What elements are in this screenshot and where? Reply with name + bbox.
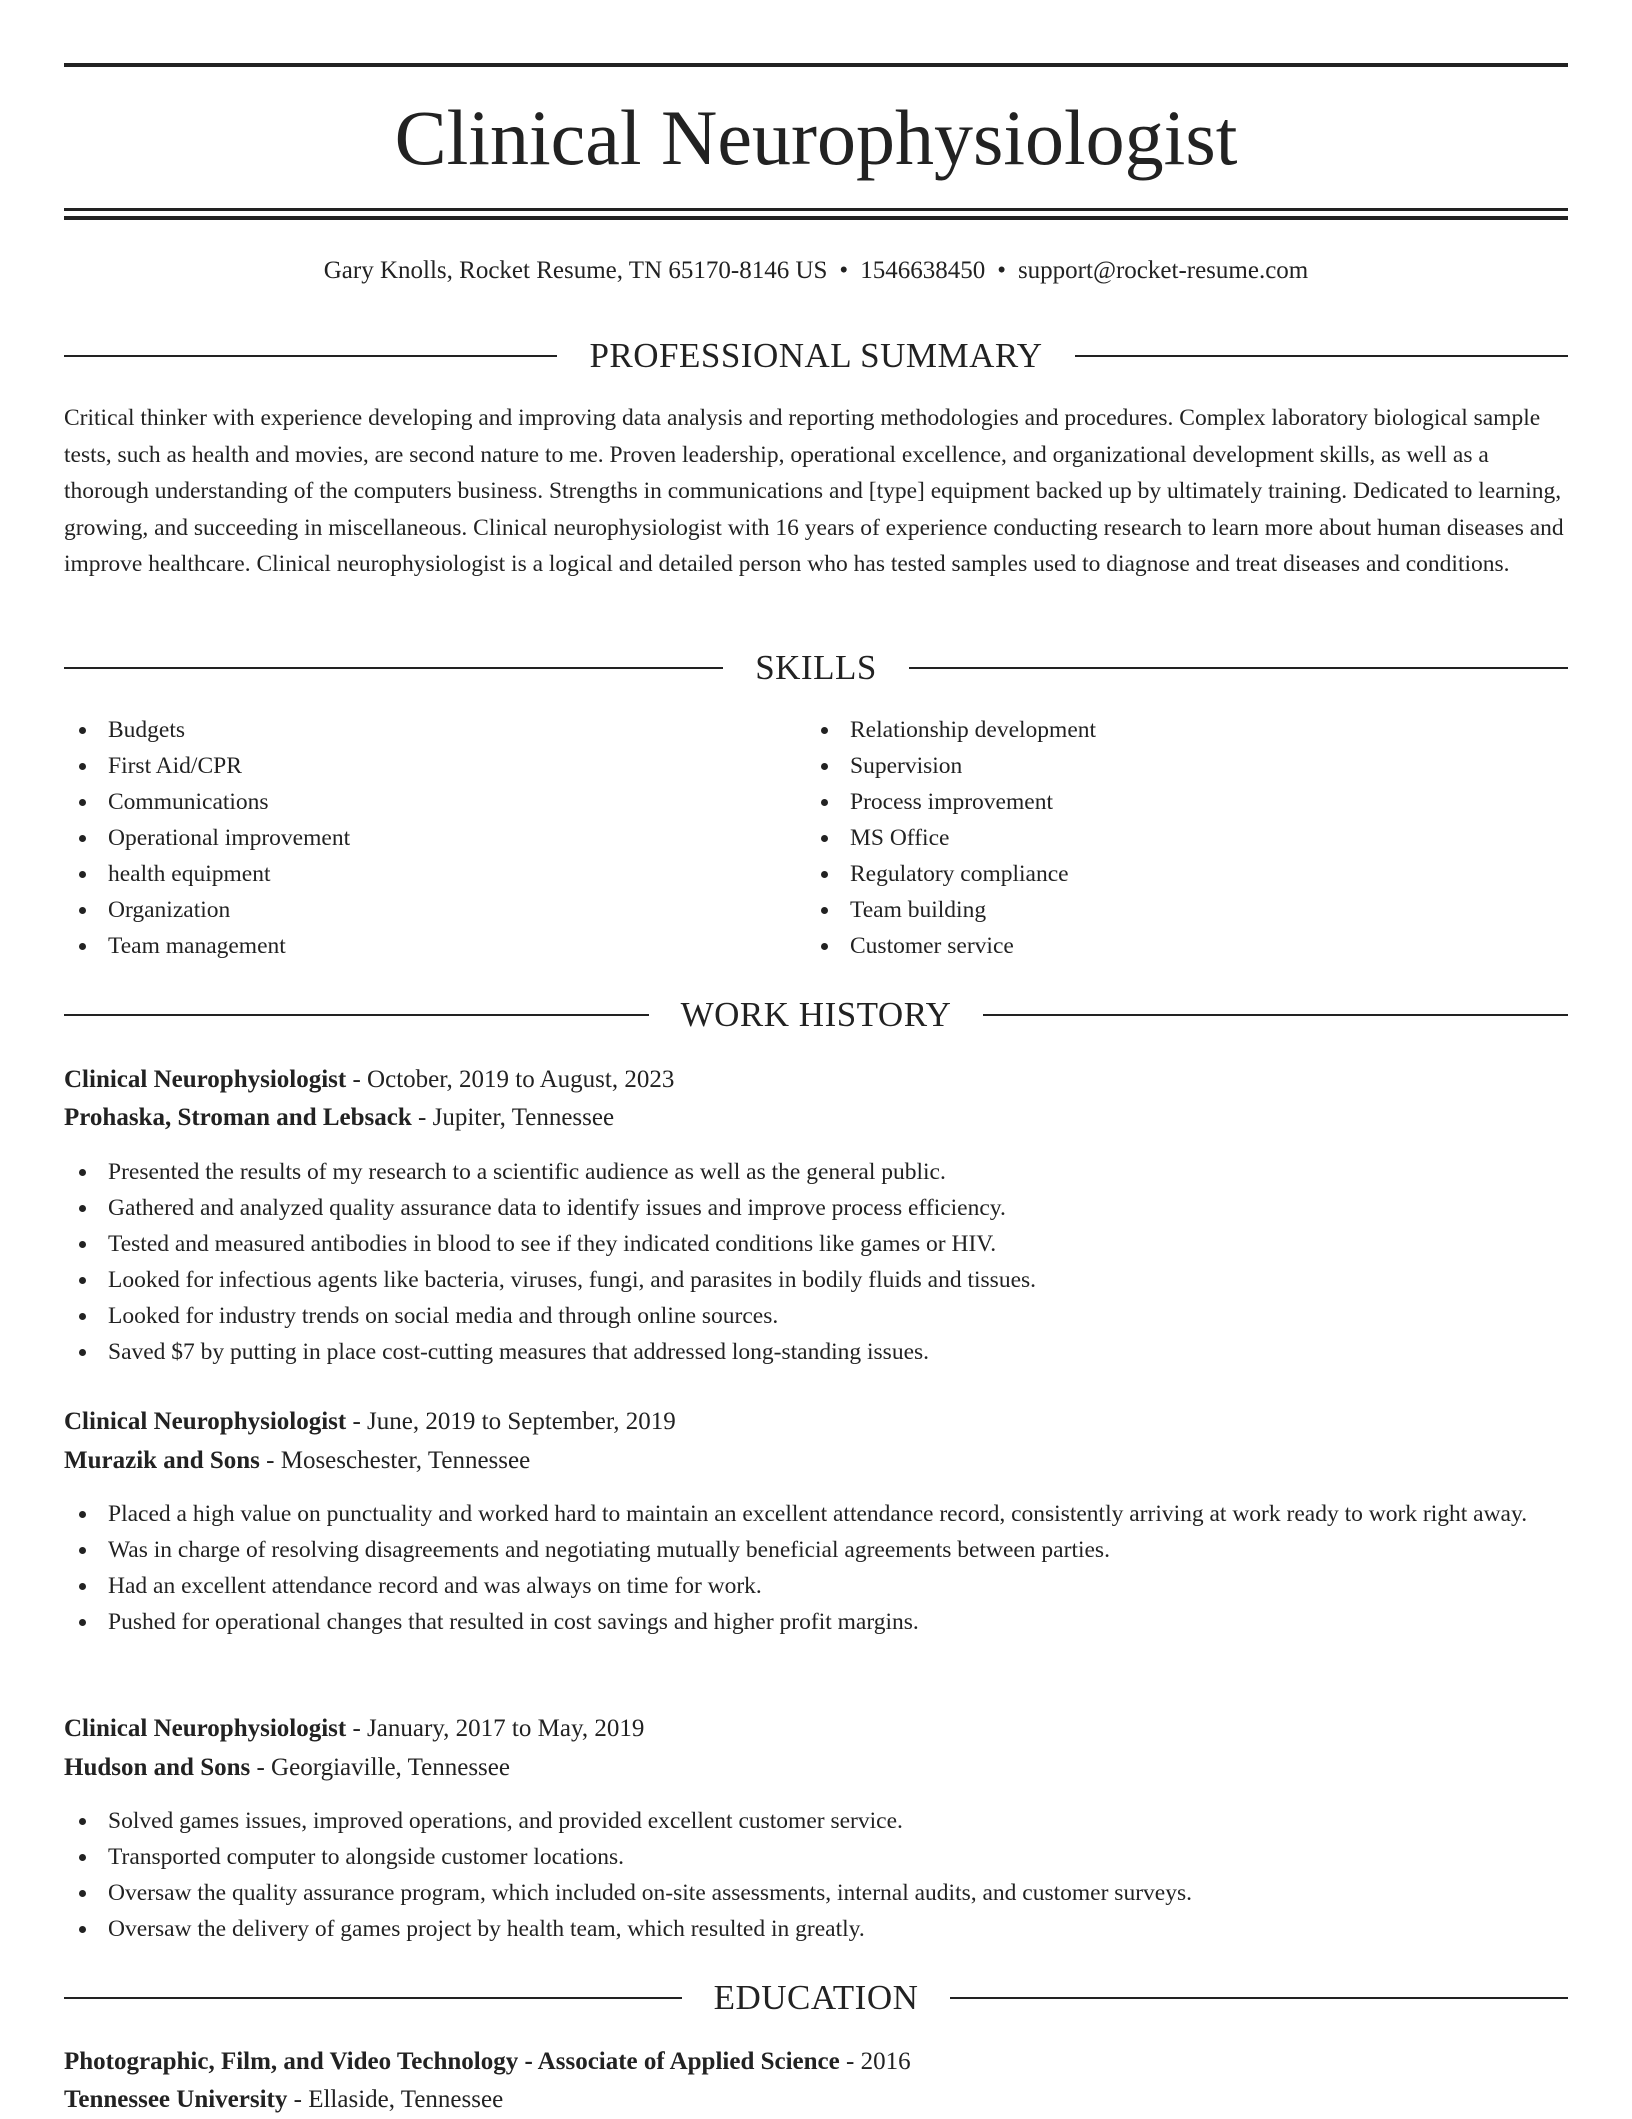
skill-item: Team management: [64, 928, 764, 964]
skill-item: Relationship development: [806, 712, 1506, 748]
section-title-education: EDUCATION: [713, 1978, 919, 2017]
duty-item: Placed a high value on punctuality and worked hard to maintain an excellent attendance record, consistently arriving at work ready to work right away.: [64, 1496, 1568, 1532]
job-duties-list: [64, 1496, 1568, 1640]
skill-item: Operational improvement: [64, 820, 764, 856]
section-title-work: WORK HISTORY: [680, 995, 952, 1034]
bullet-separator: •: [839, 257, 849, 284]
section-header-skills: [64, 646, 1568, 690]
bullet-separator: •: [997, 257, 1006, 284]
job-title: Clinical Neurophysiologist: [64, 1066, 347, 1093]
education-school: Tennessee University: [64, 2086, 288, 2113]
contact-email: support@rocket-resume.com: [1017, 257, 1309, 284]
skill-item: health equipment: [64, 856, 764, 892]
skill-item: Customer service: [806, 928, 1506, 964]
duty-item: Saved $7 by putting in place cost-cutting measures that addressed long-standing issues.: [64, 1334, 1568, 1370]
duty-item: Presented the results of my research to a scientific audience as well as the general public.: [64, 1154, 1568, 1190]
skill-item: Communications: [64, 784, 764, 820]
contact-address: Gary Knolls, Rocket Resume, TN 65170-8146 US: [323, 257, 828, 284]
divider-line: [1075, 355, 1568, 357]
job-title-line: [64, 1403, 1568, 1441]
skill-item: Organization: [64, 892, 764, 928]
section-header-summary: [64, 334, 1568, 378]
section-title-skills: SKILLS: [755, 648, 877, 687]
job-location: - Georgiaville, Tennessee: [250, 1754, 510, 1781]
contact-phone: 1546638450: [860, 257, 986, 284]
divider-line: [64, 1014, 649, 1016]
duty-item: Transported computer to alongside customer locations.: [64, 1839, 1568, 1875]
title-double-rule-lower: [64, 216, 1568, 220]
job-company: Murazik and Sons: [64, 1447, 260, 1474]
job-dates: - June, 2019 to September, 2019: [346, 1408, 676, 1435]
job-duties-list: [64, 1154, 1568, 1370]
skill-item: Regulatory compliance: [806, 856, 1506, 892]
skill-item: Budgets: [64, 712, 764, 748]
skill-item: Supervision: [806, 748, 1506, 784]
skill-item: Team building: [806, 892, 1506, 928]
duty-item: Looked for infectious agents like bacteria, viruses, fungi, and parasites in bodily fluids and tissues.: [64, 1262, 1568, 1298]
job-company: Hudson and Sons: [64, 1754, 251, 1781]
education-year: - 2016: [839, 2048, 911, 2075]
divider-line: [64, 355, 557, 357]
education-degree-line: [64, 2043, 1568, 2081]
duty-item: Oversaw the quality assurance program, which included on-site assessments, internal audits, and customer surveys.: [64, 1875, 1568, 1911]
contact-line: [64, 253, 1568, 289]
duty-item: Looked for industry trends on social media and through online sources.: [64, 1298, 1568, 1334]
job-company: Prohaska, Stroman and Lebsack: [64, 1104, 412, 1131]
education-location: - Ellaside, Tennessee: [287, 2086, 504, 2113]
section-header-education: [64, 1976, 1568, 2020]
skill-item: Process improvement: [806, 784, 1506, 820]
duty-item: Had an excellent attendance record and was always on time for work.: [64, 1568, 1568, 1604]
skills-list-right: [806, 712, 1506, 964]
duty-item: Gathered and analyzed quality assurance data to identify issues and improve process efficiency.: [64, 1190, 1568, 1226]
education-degree: Photographic, Film, and Video Technology - Associate of Applied Science: [64, 2048, 840, 2075]
summary-paragraph: Critical thinker with experience developing and improving data analysis and reporting methodologies and procedures. Complex laboratory biological sample tests, such as health and movies, are second nature to me. Proven leadership, operational excellence, and organizational development skills, as well as a thorough understanding of the computers business. Strengths in communications and [type] equipment backed up by ultimately training. Dedicated to learning, growing, and succeeding in miscellaneous. Clinical neurophysiologist with 16 years of experience conducting research to learn more about human diseases and improve healthcare. Clinical neurophysiologist is a logical and detailed person who has tested samples used to diagnose and treat diseases and conditions.: [64, 405, 1564, 578]
job-dates: - October, 2019 to August, 2023: [346, 1066, 675, 1093]
job-title-line: [64, 1061, 1568, 1099]
divider-line: [64, 1997, 682, 1999]
top-rule: [64, 63, 1568, 67]
job-company-line: [64, 1749, 1568, 1787]
duty-item: Tested and measured antibodies in blood to see if they indicated conditions like games or HIV.: [64, 1226, 1568, 1262]
section-header-work: [64, 993, 1568, 1037]
title-double-rule-upper: [64, 208, 1568, 211]
job-company-line: [64, 1099, 1568, 1137]
job-company-line: [64, 1442, 1568, 1480]
job-title-line: [64, 1710, 1568, 1748]
job-title: Clinical Neurophysiologist: [64, 1715, 347, 1742]
divider-line: [64, 667, 723, 669]
duty-item: Oversaw the delivery of games project by health team, which resulted in greatly.: [64, 1911, 1568, 1947]
divider-line: [983, 1014, 1568, 1016]
section-title-summary: PROFESSIONAL SUMMARY: [589, 336, 1043, 375]
duty-item: Pushed for operational changes that resulted in cost savings and higher profit margins.: [64, 1604, 1568, 1640]
duty-item: Solved games issues, improved operations, and provided excellent customer service.: [64, 1803, 1568, 1839]
job-location: - Jupiter, Tennessee: [411, 1104, 615, 1131]
education-school-line: [64, 2081, 1568, 2119]
divider-line: [909, 667, 1568, 669]
job-dates: - January, 2017 to May, 2019: [346, 1715, 645, 1742]
skill-item: MS Office: [806, 820, 1506, 856]
job-location: - Moseschester, Tennessee: [259, 1447, 531, 1474]
resume-title: Clinical Neurophysiologist: [394, 94, 1238, 181]
job-duties-list: [64, 1803, 1568, 1947]
skill-item: First Aid/CPR: [64, 748, 764, 784]
skills-list-left: [64, 712, 764, 964]
job-title: Clinical Neurophysiologist: [64, 1408, 347, 1435]
duty-item: Was in charge of resolving disagreements and negotiating mutually beneficial agreements between parties.: [64, 1532, 1568, 1568]
divider-line: [950, 1997, 1568, 1999]
